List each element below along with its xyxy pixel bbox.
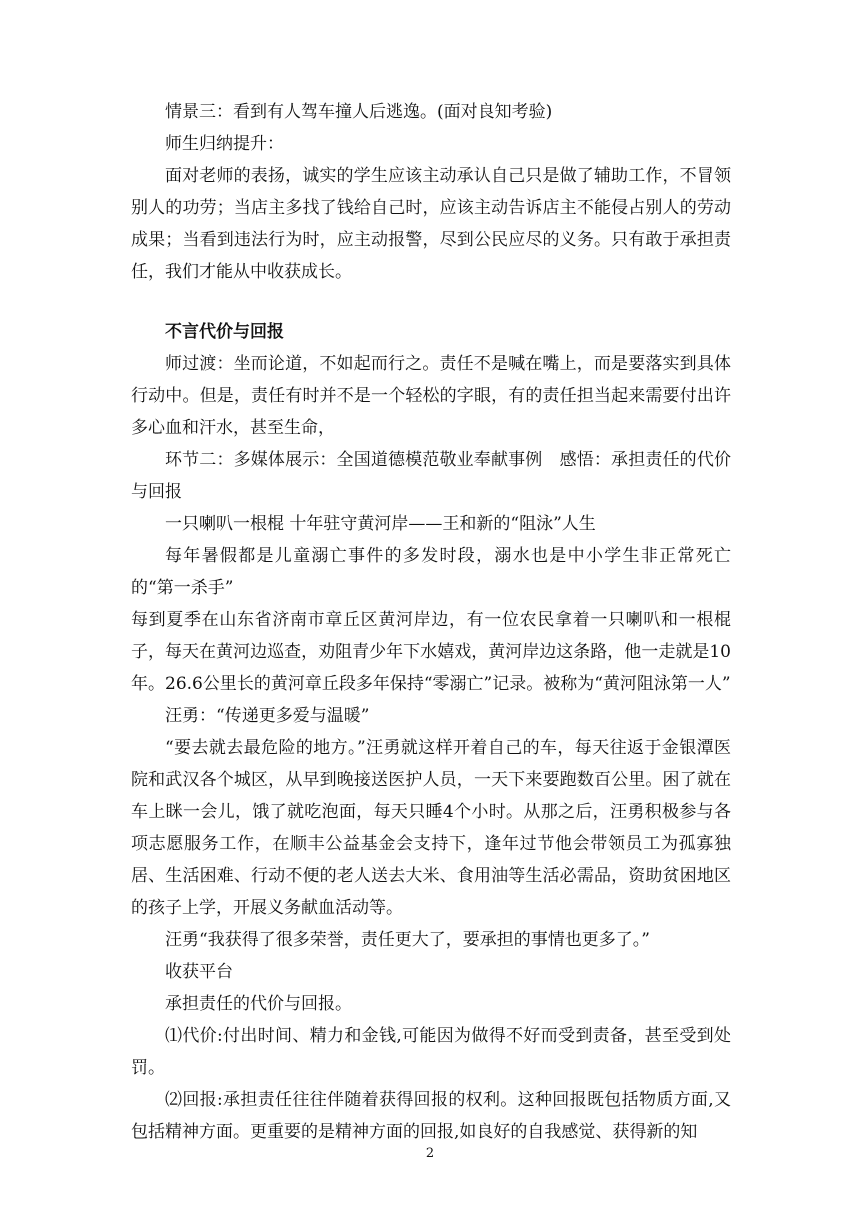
wangyong-story: “要去就去最危险的地方。”汪勇就这样开着自己的车，每天往返于金银潭医院和武汉各个城区，从早到晚接送医护人员，一天下来要跑数百公里。困了就在车上眯一会儿，饿了就吃泡面，每天只睡4个小时。从那之后，汪勇积极参与各项志愿服务工作，在顺丰公益基金会支持下，逢年过节他会带领员工为孤寡独居、生活困难、行动不便的老人送去大米、食用油等生活必需品，资助贫困地区的孩子上学，开展义务献血活动等。: [131, 738, 731, 918]
page-number: 2: [425, 1146, 435, 1161]
summary-heading: 师生归纳提升：: [165, 134, 284, 154]
section-heading: 不言代价与回报: [165, 322, 284, 342]
cost-reward-heading: 承担责任的代价与回报。: [165, 994, 352, 1014]
reward-item: ⑵回报:承担责任往往伴随着获得回报的权利。这种回报既包括物质方面,又包括精神方面。更重要的是精神方面的回报,如良好的自我感觉、获得新的知: [131, 1090, 731, 1142]
drowning-intro: 每年暑假都是儿童溺亡事件的多发时段，溺水也是中小学生非正常死亡的“第一杀手”: [131, 546, 731, 598]
segment-two: 环节二：多媒体展示：全国道德模范敬业奉献事例 感悟：承担责任的代价与回报: [131, 450, 731, 502]
wangyong-quote: 汪勇“我获得了很多荣誉，责任更大了，要承担的事情也更多了。”: [165, 930, 650, 950]
wang-story: 每到夏季在山东省济南市章丘区黄河岸边，有一位农民拿着一只喇叭和一根棍子，每天在黄河边巡查，劝阻青少年下水嬉戏，黄河岸边这条路，他一走就是10年。26.6公里长的黄河章丘段多年保持“零溺亡”记录。被称为“黄河阻泳第一人”: [131, 610, 731, 694]
story-title-wangyong: 汪勇：“传递更多爱与温暖”: [165, 706, 370, 726]
document-body: [131, 96, 731, 1148]
harvest-heading: 收获平台: [165, 962, 233, 982]
section-gap: [131, 288, 731, 316]
cost-item: ⑴代价:付出时间、精力和金钱,可能因为做得不好而受到责备，甚至受到处罚。: [131, 1026, 731, 1078]
story-title-wang: 一只喇叭一根棍 十年驻守黄河岸——王和新的“阻泳”人生: [165, 514, 596, 534]
teacher-transition: 师过渡：坐而论道，不如起而行之。责任不是喊在嘴上，而是要落实到具体行动中。但是，责任有时并不是一个轻松的字眼，有的责任担当起来需要付出许多心血和汗水，甚至生命，: [131, 354, 731, 438]
scenario-three: 情景三：看到有人驾车撞人后逃逸。(面对良知考验): [165, 102, 553, 122]
summary-paragraph: 面对老师的表扬，诚实的学生应该主动承认自己只是做了辅助工作，不冒领别人的功劳；当店主多找了钱给自己时，应该主动告诉店主不能侵占别人的劳动成果；当看到违法行为时，应主动报警，尽到公民应尽的义务。只有敢于承担责任，我们才能从中收获成长。: [131, 166, 731, 282]
